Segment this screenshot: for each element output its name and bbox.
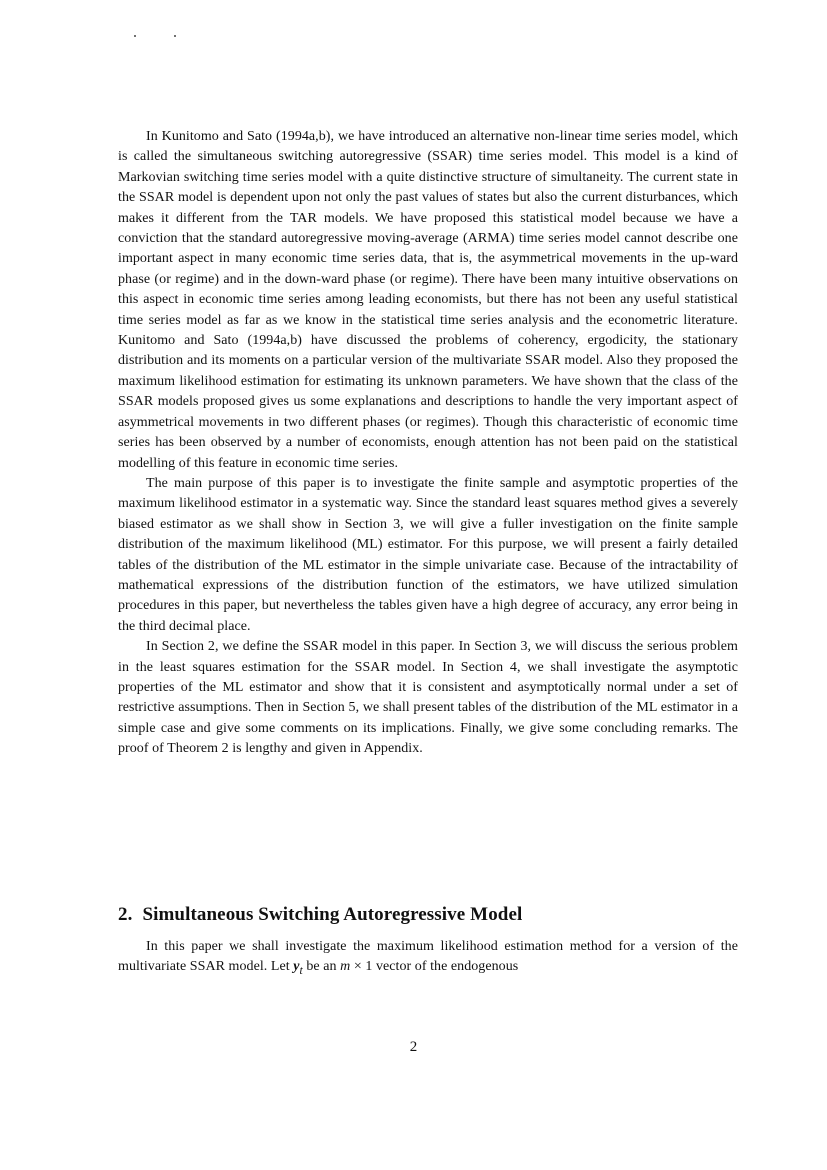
scan-speck [134, 35, 136, 37]
math-dimension: m [340, 959, 351, 975]
text-run: be an [302, 959, 341, 975]
math-operator: × [350, 959, 366, 975]
section-heading [118, 904, 738, 926]
section-number: 2. [118, 904, 133, 925]
math-vector: y [293, 959, 300, 975]
text-run: vector of the endogenous [372, 959, 519, 975]
page-number: 2 [409, 1039, 418, 1055]
section-body [118, 937, 738, 982]
section-title: Simultaneous Switching Autoregressive Model [142, 904, 523, 925]
scan-speck [174, 35, 176, 37]
text-run: In this paper we shall investigate the maximum likelihood estimation method for a version of the multivariate SSAR model. Let [118, 939, 738, 975]
math-subscript: t [299, 964, 303, 978]
paragraph: In Kunitomo and Sato (1994a,b), we have introduced an alternative non-linear time series model, which is called the simultaneous switching autoregressive (SSAR) time series model. This model is a kind of Markovian switching time series model with a quite distinctive structure of simultaneity. The current state in the SSAR model is dependent upon not only the past values of states but also the current disturbances, which makes it different from the TAR models. We have proposed this statistical model because we have a conviction that the standard autoregressive moving-average (ARMA) time series model cannot describe one important aspect in many economic time series data, that is, the asymmetrical movements in the up-ward phase (or regime) and in the down-ward phase (or regime). There have been many intuitive observations on this aspect in economic time series among leading economists, but there has not been any useful statistical time series model as far as we know in the statistical time series analysis and the econometric literature. Kunitomo and Sato (1994a,b) have discussed the problems of coherency, ergodicity, the stationary distribution and its moments on a particular version of the multivariate SSAR model. Also they proposed the maximum likelihood estimation for estimating its unknown parameters. We have shown that the class of the SSAR models proposed gives us some explanations and descriptions to handle the very important aspect of asymmetrical movements in two different phases (or regimes). Though this characteristic of economic time series has been observed by a number of economists, enough attention has not been paid on the statistical modelling of this feature in economic time series. [118, 129, 738, 471]
introduction-body [118, 127, 738, 760]
paragraph [118, 937, 738, 982]
math-dimension: 1 [365, 959, 373, 975]
paragraph: The main purpose of this paper is to investigate the finite sample and asymptotic properties of the maximum likelihood estimator in a systematic way. Since the standard least squares method gives a severely biased estimator as we shall show in Section 3, we will give a fuller investigation on the finite sample distribution of the maximum likelihood (ML) estimator. For this purpose, we will present a fairly detailed tables of the distribution of the ML estimator in the simple univariate case. Because of the intractability of mathematical expressions of the distribution function of the estimators, we have utilized simulation procedures in this paper, but nevertheless the tables given have a high degree of accuracy, any error being in the third decimal place. [118, 475, 738, 634]
paragraph: In Section 2, we define the SSAR model in this paper. In Section 3, we will discuss the serious problem in the least squares estimation for the SSAR model. In Section 4, we shall investigate the asymptotic properties of the ML estimator and show that it is consistent and asymptotically normal under a set of restrictive assumptions. Then in Section 5, we shall present tables of the distribution of the ML estimator in a simple case and give some comments on its implications. Finally, we give some concluding remarks. The proof of Theorem 2 is lengthy and given in Appendix. [118, 639, 738, 757]
